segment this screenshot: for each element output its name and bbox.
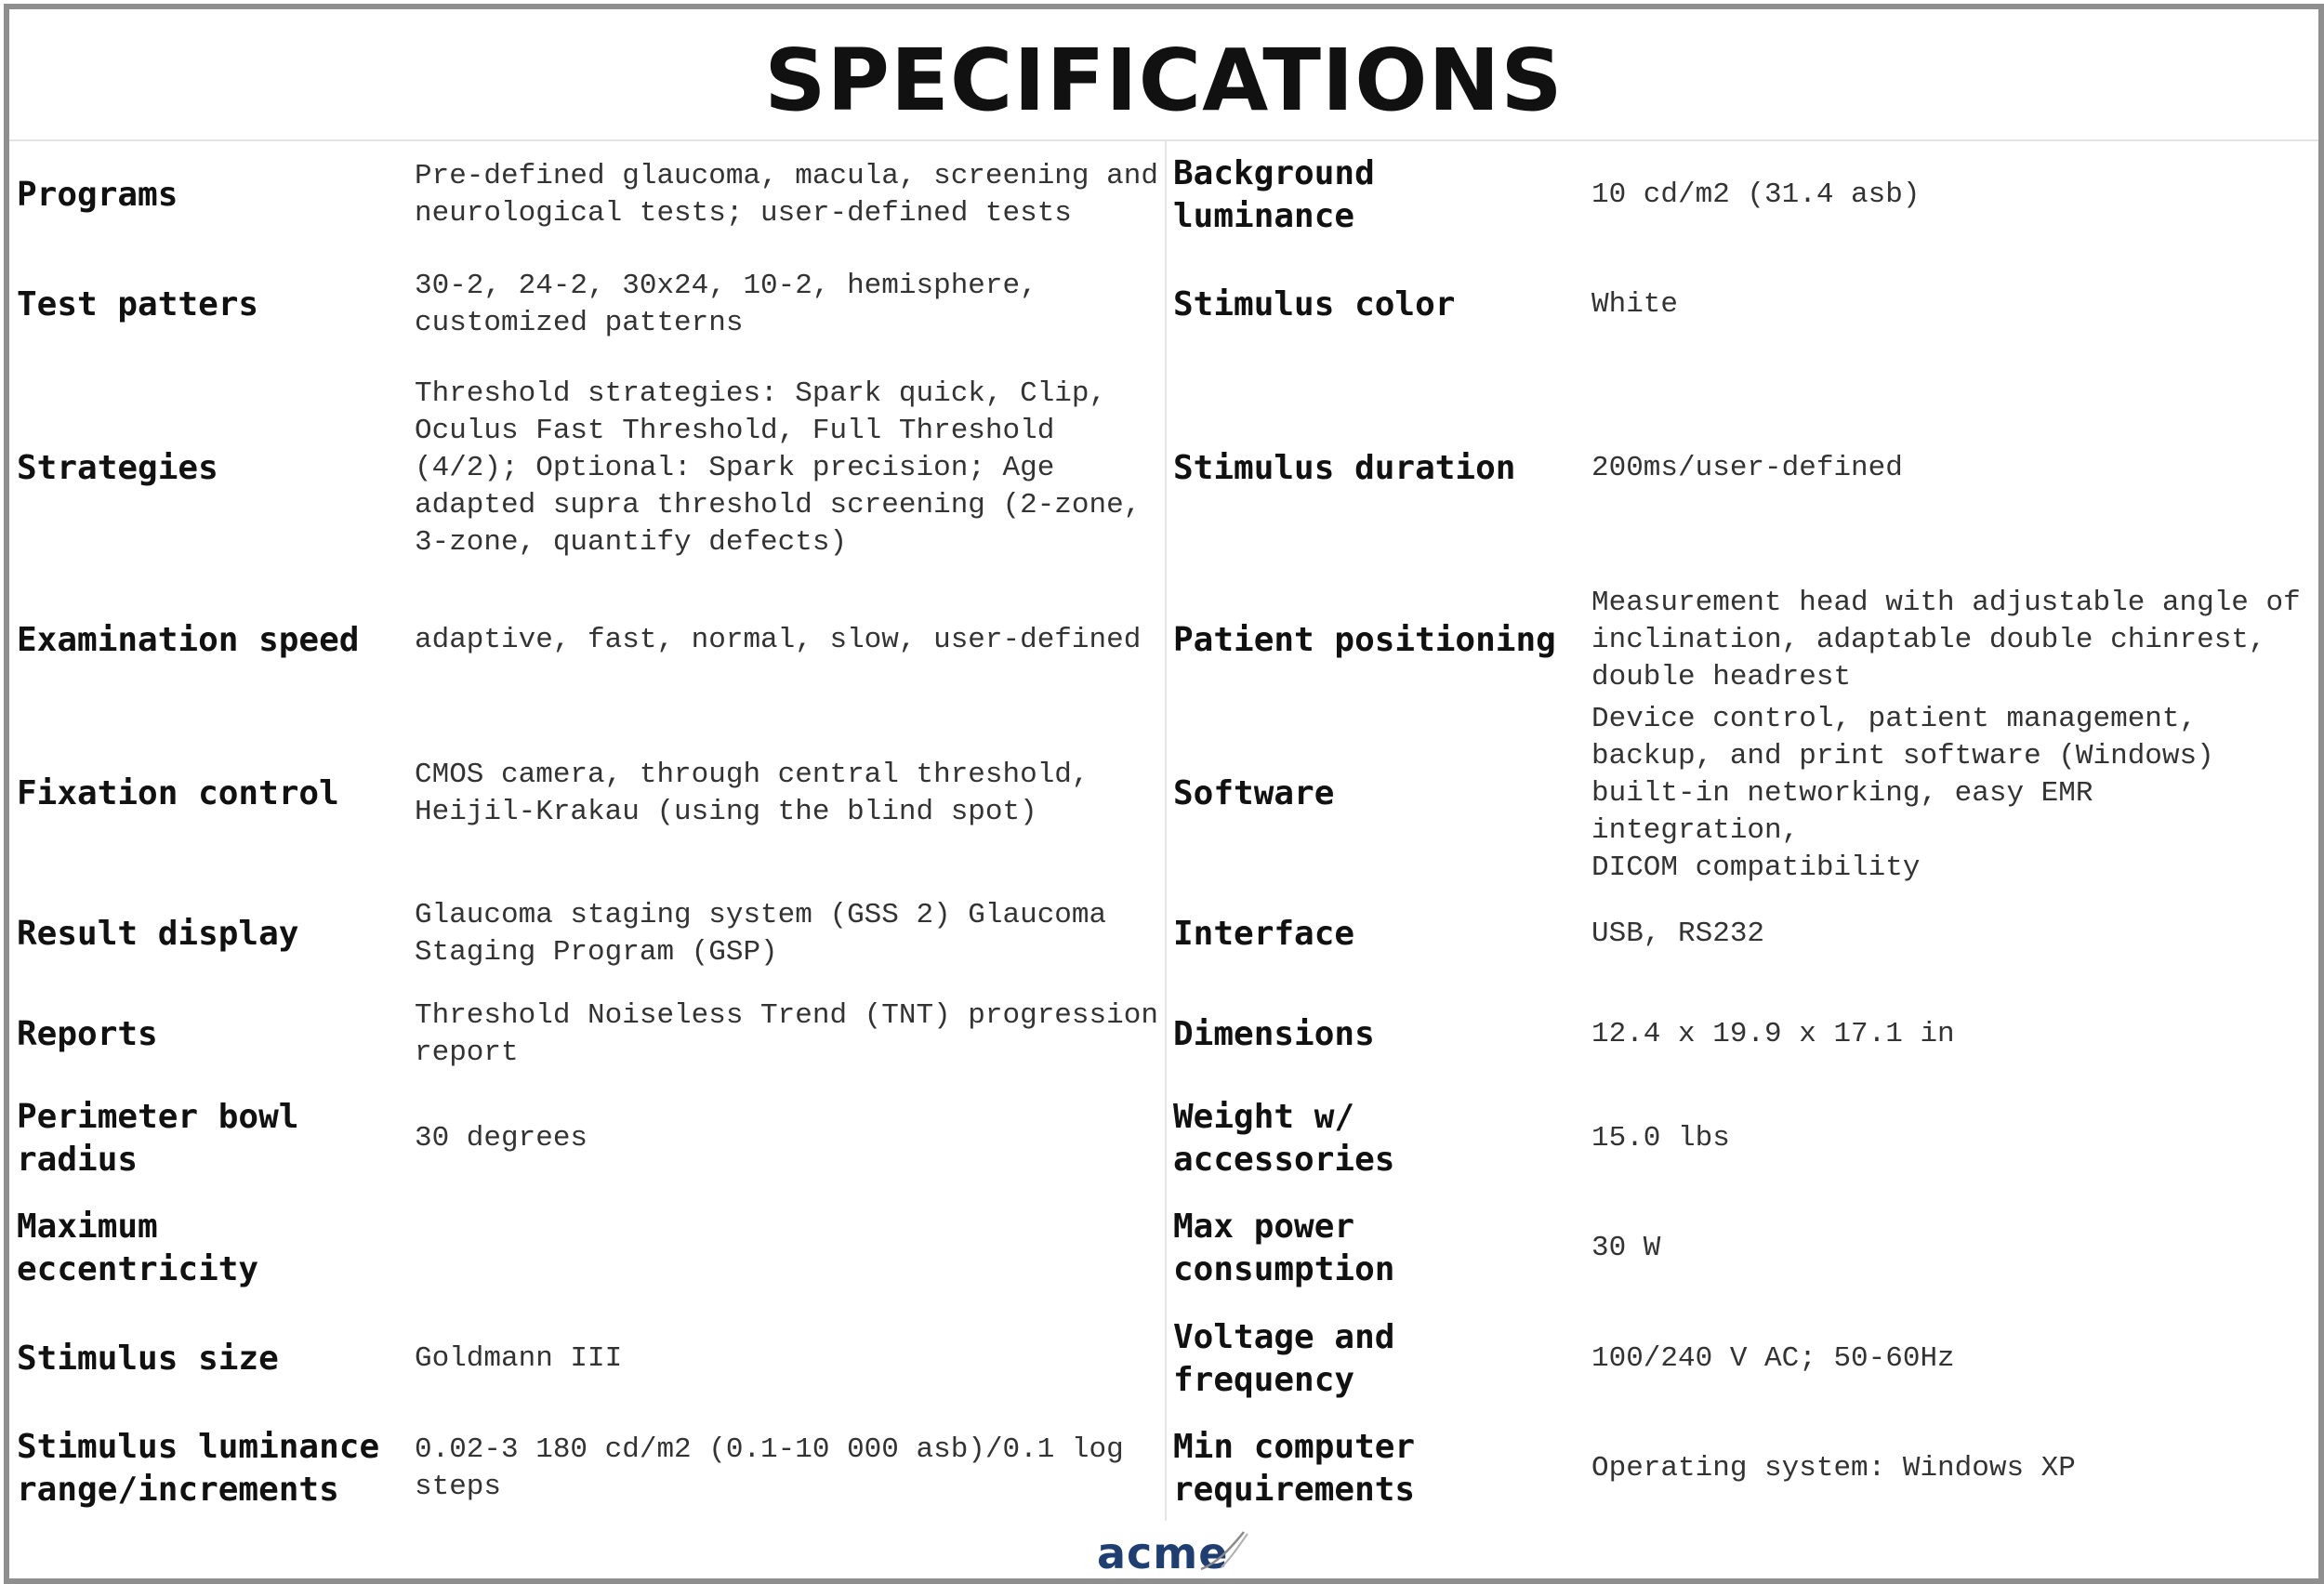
spec-label: Maximum eccentricity (17, 1208, 259, 1288)
page-title: SPECIFICATIONS (764, 31, 1564, 130)
swoosh-icon (1197, 1526, 1253, 1578)
spec-value: White (1591, 288, 1679, 321)
spec-label: Test patters (17, 285, 259, 323)
spec-row-voltage (1173, 1303, 2313, 1415)
spec-label: Perimeter bowl radius (17, 1098, 299, 1179)
spec-row-software (1173, 705, 2313, 883)
spec-label: Weight w/ accessories (1173, 1098, 1395, 1179)
spec-label: Voltage and frequency (1173, 1318, 1395, 1399)
right-spec-list (1173, 141, 2313, 1523)
spec-label: Fixation control (17, 774, 339, 812)
spec-row-programs (17, 141, 1169, 249)
spec-value: Operating system: Windows XP (1591, 1452, 2076, 1485)
spec-value: Threshold strategies: Spark quick, Clip, Oculus Fast Threshold, Full Threshold (4/2); Optional: Spark precision; Age adapted supra threshold screening (2-zone, 3-zone, quantify defects) (415, 377, 1142, 559)
spec-value: CMOS camera, through central threshold, Heijil-Krakau (using the blind spot) (415, 759, 1089, 828)
spec-value: Pre-defined glaucoma, macula, screening and neurological tests; user-defined tests (415, 160, 1158, 230)
spec-value: 10 cd/m2 (31.4 asb) (1591, 178, 1921, 211)
spec-label: Software (1173, 774, 1335, 812)
spec-label: Stimulus size (17, 1340, 279, 1378)
spec-value: adaptive, fast, normal, slow, user-defined (415, 624, 1142, 656)
logo-text: acme (1097, 1528, 1229, 1578)
spec-row-fixation-control (17, 705, 1169, 883)
spec-value: 30 degrees (415, 1122, 588, 1155)
spec-label: Patient positioning (1173, 621, 1556, 659)
spec-label: Stimulus duration (1173, 449, 1516, 487)
spec-row-maximum-eccentricity (17, 1194, 1169, 1303)
spec-row-examination-speed (17, 576, 1169, 705)
spec-label: Max power consumption (1173, 1208, 1395, 1288)
spec-row-max-power (1173, 1194, 2313, 1303)
spec-value: Glaucoma staging system (GSS 2) Glaucoma Staging Program (GSP) (415, 899, 1107, 969)
spec-value: 30 W (1591, 1232, 1661, 1264)
acme-logo (1088, 1526, 1255, 1582)
spec-label: Programs (17, 176, 178, 214)
spec-value: Device control, patient management, backup, and print software (Windows) built-in networking, easy EMR integration, DICOM compatibility (1591, 703, 2214, 884)
spec-label: Examination speed (17, 621, 360, 659)
spec-label: Dimensions (1173, 1015, 1375, 1053)
spec-row-stimulus-duration (1173, 361, 2313, 576)
spec-value: 200ms/user-defined (1591, 452, 1903, 484)
spec-row-stimulus-color (1173, 249, 2313, 361)
spec-value: Goldmann III (415, 1342, 623, 1375)
spec-value: 100/240 V AC; 50-60Hz (1591, 1342, 1955, 1375)
spec-value: USB, RS232 (1591, 917, 1765, 950)
spec-value: Threshold Noiseless Trend (TNT) progression report (415, 999, 1158, 1069)
spec-row-background-luminance (1173, 141, 2313, 249)
spec-value: 15.0 lbs (1591, 1122, 1730, 1155)
spec-row-test-patterns (17, 249, 1169, 361)
spec-row-weight (1173, 1084, 2313, 1194)
spec-row-stimulus-size (17, 1303, 1169, 1415)
spec-label: Background luminance (1173, 154, 1375, 235)
spec-row-dimensions (1173, 985, 2313, 1084)
spec-row-result-display (17, 883, 1169, 985)
spec-label: Reports (17, 1015, 158, 1053)
spec-label: Min computer requirements (1173, 1428, 1416, 1509)
spec-value: 12.4 x 19.9 x 17.1 in (1591, 1018, 1955, 1050)
spec-row-min-computer (1173, 1415, 2313, 1523)
spec-label: Strategies (17, 449, 218, 487)
spec-value: 0.02-3 180 cd/m2 (0.1-10 000 asb)/0.1 log steps (415, 1433, 1124, 1503)
spec-sheet (4, 4, 2324, 1584)
spec-label: Result display (17, 915, 299, 953)
spec-row-strategies (17, 361, 1169, 576)
left-spec-list (17, 141, 1169, 1523)
spec-label: Interface (1173, 915, 1355, 953)
spec-label: Stimulus color (1173, 285, 1456, 323)
spec-row-perimeter-bowl-radius (17, 1084, 1169, 1194)
spec-value: Measurement head with adjustable angle of inclination, adaptable double chinrest, double headrest (1591, 587, 2301, 693)
spec-label: Stimulus luminance range/increments (17, 1428, 380, 1509)
spec-row-reports (17, 985, 1169, 1084)
spec-value: 30-2, 24-2, 30x24, 10-2, hemisphere, customized patterns (415, 270, 1037, 339)
spec-row-stimulus-luminance (17, 1415, 1169, 1523)
spec-row-patient-positioning (1173, 576, 2313, 705)
spec-row-interface (1173, 883, 2313, 985)
